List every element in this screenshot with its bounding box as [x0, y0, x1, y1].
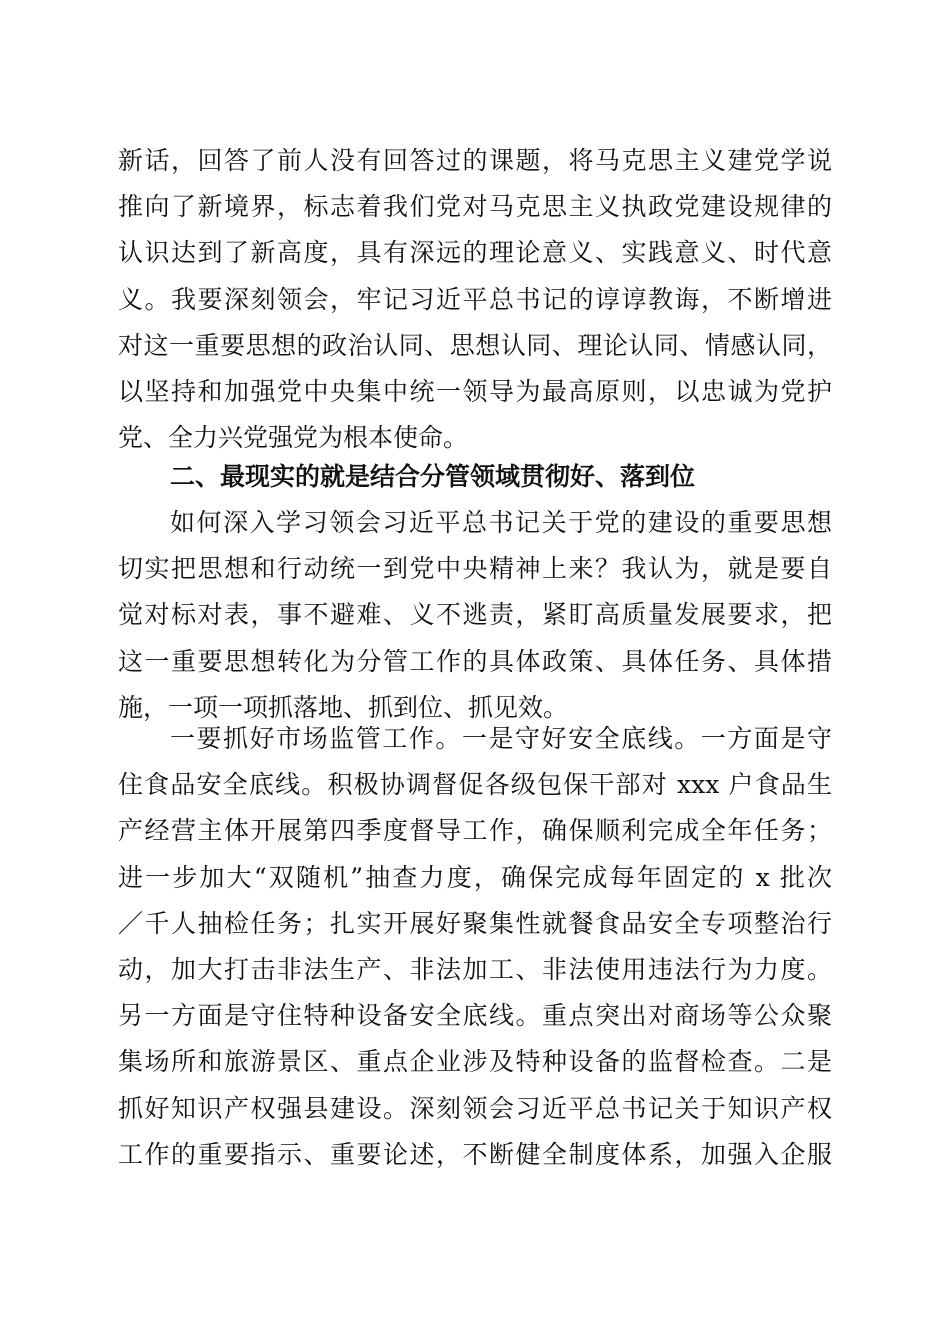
paragraph-line: 施，一项一项抓落地、抓到位、抓见效。 [118, 692, 569, 722]
paragraph-line: 抓好知识产权强县建设。深刻领会习近平总书记关于知识产权 [118, 1093, 832, 1123]
paragraph-line: 进一步加大“双随机”抽查力度，确保完成每年固定的 x 批次 [118, 862, 832, 892]
paragraph-line: 一要抓好市场监管工作。一是守好安全底线。一方面是守 [170, 724, 832, 753]
paragraph-line: 切实把思想和行动统一到党中央精神上来？我认为，就是要自 [118, 554, 832, 584]
paragraph-line: 工作的重要指示、重要论述，不断健全制度体系，加强入企服 [118, 1139, 832, 1169]
paragraph-line: 对这一重要思想的政治认同、思想认同、理论认同、情感认同， [118, 330, 832, 360]
paragraph-line: 觉对标对表，事不避难、义不逃责，紧盯高质量发展要求，把 [118, 600, 832, 630]
paragraph-market-supervision [118, 716, 832, 1178]
paragraph-line: 新话，回答了前人没有回答过的课题，将马克思主义建党学说 [118, 146, 832, 175]
paragraph-line: 住食品安全底线。积极协调督促各级包保干部对 xxx 户食品生 [118, 770, 832, 800]
paragraph-party-building-theory [118, 138, 832, 461]
paragraph-line: 党、全力兴党强党为根本使命。 [118, 423, 469, 453]
paragraph-line: 产经营主体开展第四季度督导工作，确保顺利完成全年任务； [118, 816, 832, 846]
paragraph-line: 以坚持和加强党中央集中统一领导为最高原则，以忠诚为党护 [118, 376, 832, 406]
paragraph-line: 认识达到了新高度，具有深远的理论意义、实践意义、时代意 [118, 238, 832, 268]
paragraph-line: 这一重要思想转化为分管工作的具体政策、具体任务、具体措 [118, 646, 832, 676]
paragraph-line: 动，加大打击非法生产、非法加工、非法使用违法行为力度。 [118, 954, 832, 984]
paragraph-implementation [118, 500, 832, 731]
paragraph-line: 义。我要深刻领会，牢记习近平总书记的谆谆教诲，不断增进 [118, 284, 832, 314]
paragraph-line: 如何深入学习领会习近平总书记关于党的建设的重要思想 [170, 508, 832, 537]
paragraph-line: 集场所和旅游景区、重点企业涉及特种设备的监督检查。二是 [118, 1047, 832, 1077]
paragraph-line: 推向了新境界，标志着我们党对马克思主义执政党建设规律的 [118, 192, 832, 222]
section-heading: 二、最现实的就是结合分管领域贯彻好、落到位 [170, 462, 696, 491]
paragraph-line: 另一方面是守住特种设备安全底线。重点突出对商场等公众聚 [118, 1001, 832, 1031]
paragraph-line: ／千人抽检任务；扎实开展好聚集性就餐食品安全专项整治行 [118, 908, 832, 938]
